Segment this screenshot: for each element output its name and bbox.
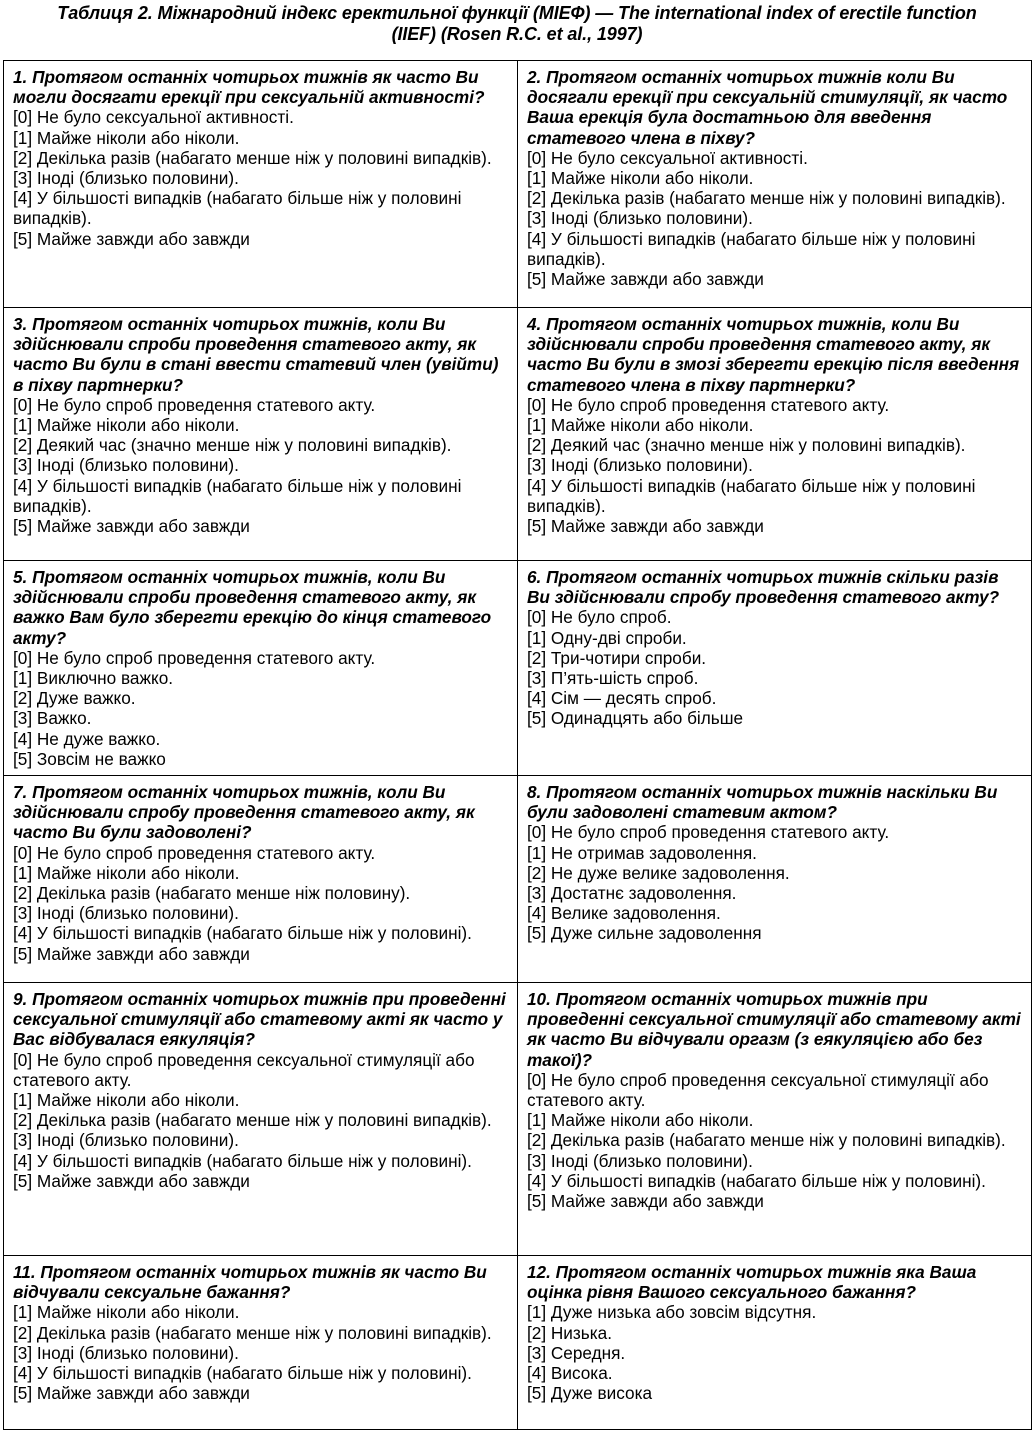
answer-option: [2] Деякий час (значно менше ніж у половині випадків). <box>527 435 966 456</box>
answer-option: [2] Декілька разів (набагато менше ніж у половині випадків). <box>527 188 1006 209</box>
answer-option: [1] Майже ніколи або ніколи. <box>13 1090 240 1111</box>
answer-option: [2] Деякий час (значно менше ніж у половині випадків). <box>13 435 452 456</box>
table-row <box>4 776 1032 983</box>
answer-option: [5] Майже завжди або завжди <box>13 1383 250 1404</box>
question-text: 7. Протягом останніх чотирьох тижнів, коли Ви здійснювали спробу проведення статевого акту, як часто Ви були задоволені? <box>13 782 475 843</box>
question-cell-7 <box>4 776 518 983</box>
answer-option: [1] Майже ніколи або ніколи. <box>13 127 240 148</box>
iief-table-body <box>4 61 1032 1430</box>
answer-option: [4] Висока. <box>527 1363 613 1384</box>
table-row <box>4 561 1032 776</box>
question-text: 4. Протягом останніх чотирьох тижнів, коли Ви здійснювали спроби проведення статевого акту, як часто Ви були в змозі зберегти ерекцію після введення статевого члена в піхву партнерки? <box>527 314 1020 395</box>
question-cell-11 <box>4 1256 518 1430</box>
answer-option: [2] Декілька разів (набагато менше ніж половину). <box>13 883 411 904</box>
answer-option: [5] Дуже сильне задоволення <box>527 923 762 944</box>
question-text: 2. Протягом останніх чотирьох тижнів коли Ви досягали ерекції при сексуальній стимуляції, як часто Ваша ерекція була достатньою для введення статевого члена в піхву? <box>527 67 1008 148</box>
answer-option: [5] Майже завжди або завжди <box>13 228 250 249</box>
answer-option: [0] Не було спроб проведення статевого акту. <box>527 394 890 415</box>
answer-option: [0] Не було спроб проведення статевого акту. <box>13 394 376 415</box>
answer-option: [1] Виключно важко. <box>13 668 174 689</box>
answer-option: [2] Дуже важко. <box>13 688 136 709</box>
answer-option: [3] Достатнє задоволення. <box>527 883 737 904</box>
answer-option: [4] У більшості випадків (набагато більше ніж у половині випадків). <box>527 228 976 269</box>
question-text: 12. Протягом останніх чотирьох тижнів яка Ваша оцінка рівня Вашого сексуального бажання? <box>527 1262 977 1303</box>
table-row <box>4 1256 1032 1430</box>
answer-option: [4] У більшості випадків (набагато більше ніж у половині). <box>13 1150 472 1171</box>
answer-option: [4] Велике задоволення. <box>527 903 721 924</box>
question-text: 6. Протягом останніх чотирьох тижнів скільки разів Ви здійснювали спробу проведення статевого акту? <box>527 567 1000 608</box>
answer-option: [5] Майже завжди або завжди <box>527 1191 764 1212</box>
answer-option: [4] У більшості випадків (набагато більше ніж у половині). <box>13 1363 472 1384</box>
answer-option: [1] Одну-дві спроби. <box>527 627 687 648</box>
answer-option: [3] Іноді (близько половини). <box>13 1130 239 1151</box>
answer-option: [4] У більшості випадків (набагато більше ніж у половині випадків). <box>527 475 976 516</box>
answer-option: [3] Іноді (близько половини). <box>527 1150 753 1171</box>
answer-option: [3] Іноді (близько половини). <box>527 208 753 229</box>
answer-option: [5] Майже завжди або завжди <box>13 1170 250 1191</box>
answer-option: [5] Одинадцять або більше <box>527 708 744 729</box>
answer-option: [5] Зовсім не важко <box>13 748 166 769</box>
answer-option: [2] Декілька разів (набагато менше ніж у половині випадків). <box>13 1110 492 1131</box>
question-cell-12 <box>518 1256 1032 1430</box>
question-cell-10 <box>518 983 1032 1256</box>
table-row <box>4 983 1032 1256</box>
answer-option: [1] Майже ніколи або ніколи. <box>527 415 754 436</box>
answer-option: [4] У більшості випадків (набагато більше ніж у половині). <box>13 923 472 944</box>
answer-option: [3] Іноді (близько половини). <box>527 455 753 476</box>
question-text: 5. Протягом останніх чотирьох тижнів, коли Ви здійснювали спроби проведення статевого акту, як важко Вам було зберегти ерекцію до кінця статевого акту? <box>13 567 492 648</box>
question-cell-1 <box>4 61 518 308</box>
answer-option: [3] Іноді (близько половини). <box>13 455 239 476</box>
answer-option: [1] Майже ніколи або ніколи. <box>527 168 754 189</box>
iief-table <box>3 60 1032 1430</box>
answer-option: [2] Не дуже велике задоволення. <box>527 862 790 883</box>
answer-option: [1] Майже ніколи або ніколи. <box>13 862 240 883</box>
question-cell-6 <box>518 561 1032 776</box>
answer-option: [1] Майже ніколи або ніколи. <box>13 415 240 436</box>
answer-option: [4] Не дуже важко. <box>13 728 161 749</box>
answer-option: [1] Майже ніколи або ніколи. <box>13 1302 240 1323</box>
answer-option: [4] У більшості випадків (набагато більше ніж у половині випадків). <box>13 188 462 229</box>
answer-option: [0] Не було спроб проведення статевого акту. <box>13 842 376 863</box>
answer-option: [0] Не було спроб. <box>527 607 672 628</box>
answer-option: [0] Не було сексуальної активності. <box>527 147 808 168</box>
caption-line-2: (IIEF) (Rosen R.C. et al., 1997) <box>391 24 643 44</box>
answer-option: [0] Не було спроб проведення статевого акту. <box>13 647 376 668</box>
answer-option: [4] Сім — десять спроб. <box>527 688 717 709</box>
answer-option: [2] Декілька разів (набагато менше ніж у половині випадків). <box>13 147 492 168</box>
answer-option: [1] Не отримав задоволення. <box>527 842 757 863</box>
answer-option: [0] Не було спроб проведення статевого акту. <box>527 822 890 843</box>
answer-option: [2] Декілька разів (набагато менше ніж у половині випадків). <box>527 1130 1006 1151</box>
answer-option: [1] Дуже низька або зовсім відсутня. <box>527 1302 817 1323</box>
table-row <box>4 308 1032 561</box>
question-cell-4 <box>518 308 1032 561</box>
answer-option: [2] Декілька разів (набагато менше ніж у половині випадків). <box>13 1322 492 1343</box>
question-cell-9 <box>4 983 518 1256</box>
answer-option: [0] Не було сексуальної активності. <box>13 107 294 128</box>
answer-option: [4] У більшості випадків (набагато більше ніж у половині). <box>527 1170 986 1191</box>
answer-option: [0] Не було спроб проведення сексуальної стимуляції або статевого акту. <box>527 1069 989 1111</box>
answer-option: [3] Іноді (близько половини). <box>13 1342 239 1363</box>
answer-option: [5] Майже завжди або завжди <box>13 943 250 964</box>
answer-option: [5] Майже завжди або завжди <box>13 516 250 537</box>
question-text: 8. Протягом останніх чотирьох тижнів наскільки Ви були задоволені статевим актом? <box>527 782 998 823</box>
question-text: 9. Протягом останніх чотирьох тижнів при проведенні сексуальної стимуляції або статевому акті як часто у Вас відбувалася еякуляція? <box>13 989 506 1050</box>
question-text: 3. Протягом останніх чотирьох тижнів, коли Ви здійснювали спроби проведення статевого акту, як часто Ви були в стані ввести статевий член (увійти) в піхву партнерки? <box>13 314 499 395</box>
question-cell-5 <box>4 561 518 776</box>
caption-line-1: Таблиця 2. Міжнародний індекс еректильної функції (МІЕФ) — The international index of erectile function <box>57 3 977 23</box>
answer-option: [2] Три-чотири спроби. <box>527 647 707 668</box>
question-cell-3 <box>4 308 518 561</box>
answer-option: [3] Іноді (близько половини). <box>13 903 239 924</box>
answer-option: [0] Не було спроб проведення сексуальної стимуляції або статевого акту. <box>13 1049 475 1090</box>
answer-option: [5] Майже завжди або завжди <box>527 269 764 290</box>
question-text: 1. Протягом останніх чотирьох тижнів як часто Ви могли досягати ерекції при сексуальній активності? <box>13 67 485 108</box>
question-cell-2 <box>518 61 1032 308</box>
answer-option: [3] Важко. <box>13 708 92 729</box>
answer-option: [5] Майже завжди або завжди <box>527 516 764 537</box>
answer-option: [3] Середня. <box>527 1342 626 1363</box>
answer-option: [3] П’ять-шість спроб. <box>527 668 699 689</box>
table-row <box>4 61 1032 308</box>
question-text: 11. Протягом останніх чотирьох тижнів як часто Ви відчували сексуальне бажання? <box>13 1262 487 1303</box>
answer-option: [3] Іноді (близько половини). <box>13 168 239 189</box>
table-caption <box>0 3 1034 45</box>
answer-option: [2] Низька. <box>527 1322 612 1343</box>
answer-option: [5] Дуже висока <box>527 1383 653 1404</box>
answer-option: [4] У більшості випадків (набагато більше ніж у половині випадків). <box>13 475 462 516</box>
question-text: 10. Протягом останніх чотирьох тижнів при проведенні сексуальної стимуляції або статевому акті як часто Ви відчували оргазм (з еякуляцією або без такої)? <box>527 989 1021 1070</box>
question-cell-8 <box>518 776 1032 983</box>
answer-option: [1] Майже ніколи або ніколи. <box>527 1110 754 1131</box>
